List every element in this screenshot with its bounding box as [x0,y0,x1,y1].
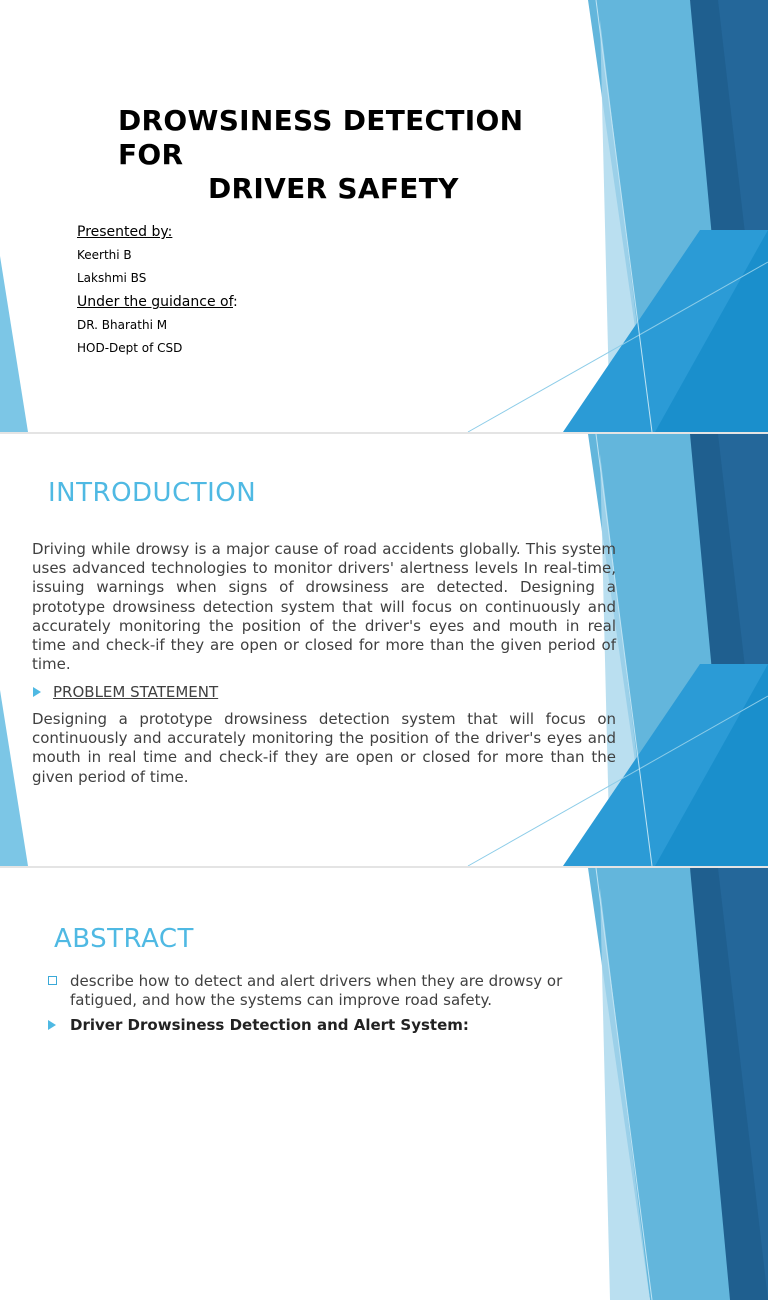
introduction-slide [0,434,768,866]
abstract-slide [0,868,768,1034]
presenter-2: Lakshmi BS [77,271,147,285]
bullet-arrow-icon [48,1020,56,1030]
title-line-2: FOR [118,138,184,171]
bullet-arrow-icon [33,687,41,697]
presented-by-label [77,220,377,244]
problem-statement-label: PROBLEM STATEMENT [53,683,219,701]
guide-role: HOD-Dept of CSD [77,341,183,355]
problem-statement-paragraph: Designing a prototype drowsiness detection system that will focus on continuously and accurately monitoring the position of the driver's eyes and mouth in real time and check-if they are open or closed for more than the given period of time. [32,710,616,786]
presenter-1: Keerthi B [77,248,132,262]
presented-by-text: Presented by: [77,224,173,240]
title-line-3: DRIVER SAFETY [208,172,459,205]
guidance-text: Under the guidance of [77,294,233,310]
abstract-bullet-2-text: Driver Drowsiness Detection and Alert System: [70,1016,469,1034]
abstract-bullet-2 [48,1016,608,1035]
guide-name: DR. Bharathi M [77,318,168,332]
title-slide [0,0,768,432]
abstract-bullet-1-text: describe how to detect and alert drivers when they are drowsy or fatigued, and how the systems can improve road safety. [70,972,563,1010]
introduction-heading: INTRODUCTION [48,478,257,508]
guidance-label [77,290,377,314]
abstract-heading: ABSTRACT [54,924,194,954]
slide-decoration [0,0,768,432]
abstract-bullet-1 [48,972,608,1010]
author-info [77,220,377,360]
introduction-paragraph: Driving while drowsy is a major cause of road accidents globally. This system uses advanced technologies to monitor drivers' alertness levels In real-time, issuing warnings when signs of drowsiness are detected. Designing a prototype drowsiness detection system that will focus on continuously and accurately monitoring the position of the driver's eyes and mouth in real time and check-if they are open or closed for more than the given period of time. [32,540,616,674]
title-line-1: DROWSINESS DETECTION [118,104,524,137]
guidance-colon: : [233,294,238,310]
presentation-title [118,104,578,206]
deco-left-triangle [0,256,28,432]
square-bullet-icon [48,976,57,985]
deco-left-triangle [0,690,28,866]
problem-statement-item [33,683,218,701]
